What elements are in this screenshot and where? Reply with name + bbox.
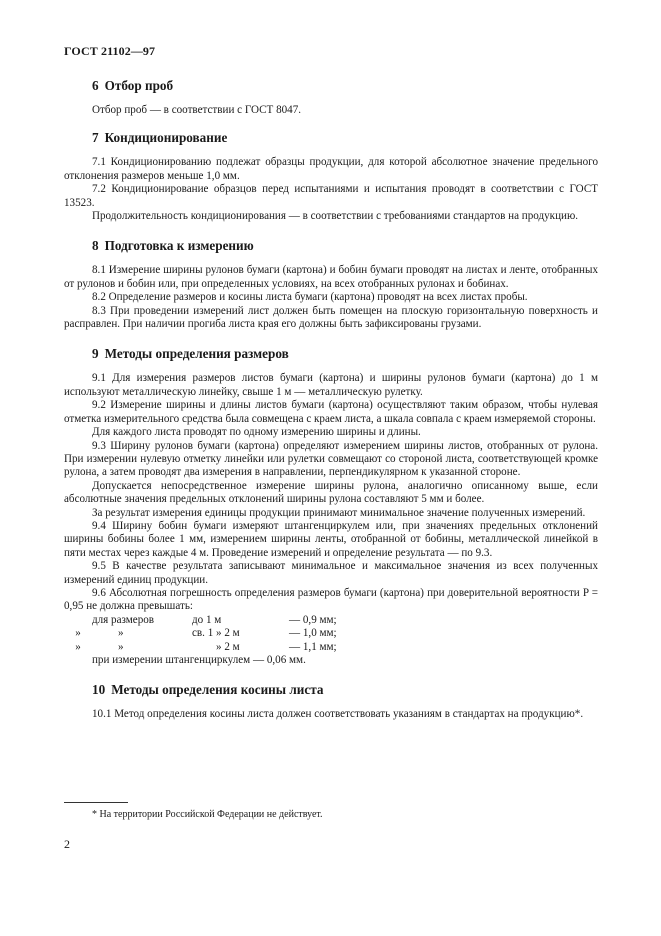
section-8	[64, 238, 598, 331]
section-heading: 8 Подготовка к измерению	[92, 238, 254, 254]
paragraph: Для каждого листа проводят по одному измерению ширины и длины.	[92, 426, 421, 439]
paragraph: 9.5 В качестве результата записывают минимальное и максимальное значения из всех полученных измерений единиц продукции.	[64, 560, 598, 586]
document-header: ГОСТ 21102—97	[64, 44, 156, 58]
paragraph: 7.2 Кондиционирование образцов перед испытаниями и испытания проводят в соответствии с ГОСТ 13523.	[64, 183, 598, 209]
paragraph: 10.1 Метод определения косины листа должен соответствовать указаниям в стандартах на продукцию*.	[92, 708, 584, 721]
tolerance-list	[64, 614, 598, 654]
page-number: 2	[64, 837, 70, 851]
section-heading: 9 Методы определения размеров	[92, 346, 289, 362]
paragraph: Продолжительность кондиционирования — в соответствии с требованиями стандартов на продукцию.	[92, 210, 579, 223]
paragraph: 9.1 Для измерения размеров листов бумаги (картона) и ширины рулонов бумаги (картона) до 1 м используют металлическую линейку, свыше 1 м — металлическую рулетку.	[64, 372, 598, 398]
paragraph: За результат измерения единицы продукции принимают минимальное значение полученных измерений.	[92, 506, 586, 519]
paragraph: 8.2 Определение размеров и косины листа бумаги (картона) проводят на всех листах пробы.	[92, 291, 528, 304]
section-heading: 6 Отбор проб	[92, 78, 174, 93]
paragraph: Отбор проб — в соответствии с ГОСТ 8047.	[92, 104, 302, 116]
document-body	[64, 78, 598, 737]
section-7	[64, 130, 598, 223]
section-6	[64, 78, 598, 117]
section-10	[64, 682, 598, 721]
paragraph: Допускается непосредственное измерение ширины рулона, аналогично описанному выше, если абсолютные значения предельных отклонений ширины рулона составляют 5 мм и более.	[64, 479, 598, 506]
footnote: * На территории Российской Федерации не действует.	[92, 809, 323, 820]
tolerance-row: » » » 2 м — 1,1 мм;	[75, 640, 337, 653]
section-9	[64, 346, 598, 667]
paragraph: при измерении штангенциркулем — 0,06 мм.	[92, 654, 306, 666]
section-heading: 7 Кондиционирование	[92, 130, 228, 146]
paragraph: 8.1 Измерение ширины рулонов бумаги (картона) и бобин бумаги проводят на листах и ленте, отобранных от рулонов и бобин или, при определенных условиях, на всех отобранных рулонах и бобинах.	[64, 264, 598, 290]
tolerance-row: для размеров до 1 м — 0,9 мм;	[92, 613, 337, 626]
paragraph: 8.3 При проведении измерений лист должен быть помещен на плоскую горизонтальную поверхность и расправлен. При наличии прогиба листа края его должны быть зафиксированы грузами.	[64, 304, 598, 331]
paragraph: 7.1 Кондиционированию подлежат образцы продукции, для которой абсолютное значение предельного отклонения размеров меньше 1,0 мм.	[64, 156, 598, 182]
section-heading: 10 Методы определения косины листа	[92, 682, 324, 698]
paragraph: 9.3 Ширину рулонов бумаги (картона) определяют измерением ширины листов, отобранных от рулона. При измерении нулевую отметку линейки или рулетки совмещают со стороной листа, соответствующей кромке рулона, а затем проводят два измерения в направлении, перпендикулярном к указанной стороне.	[64, 439, 598, 479]
paragraph: 9.6 Абсолютная погрешность определения размеров бумаги (картона) при доверительной вероятности P = 0,95 не должна превышать:	[64, 586, 598, 613]
tolerance-row: » » св. 1 » 2 м — 1,0 мм;	[75, 627, 337, 640]
paragraph: 9.4 Ширину бобин бумаги измеряют штангенциркулем или, при значениях предельных отклонений ширины бобины более 1 мм, измерением ширины ленты, отобранной от бобины, металлической линейкой в пяти местах через каждые 4 м. Проведение измерений и определение результата — по 9.3.	[64, 519, 598, 559]
footnote-divider	[64, 802, 128, 803]
paragraph: 9.2 Измерение ширины и длины листов бумаги (картона) осуществляют таким образом, чтобы нулевая отметка измерительного средства была совмещена с краем листа, а шкала совпала с краем измеряемой стороны.	[64, 399, 598, 425]
